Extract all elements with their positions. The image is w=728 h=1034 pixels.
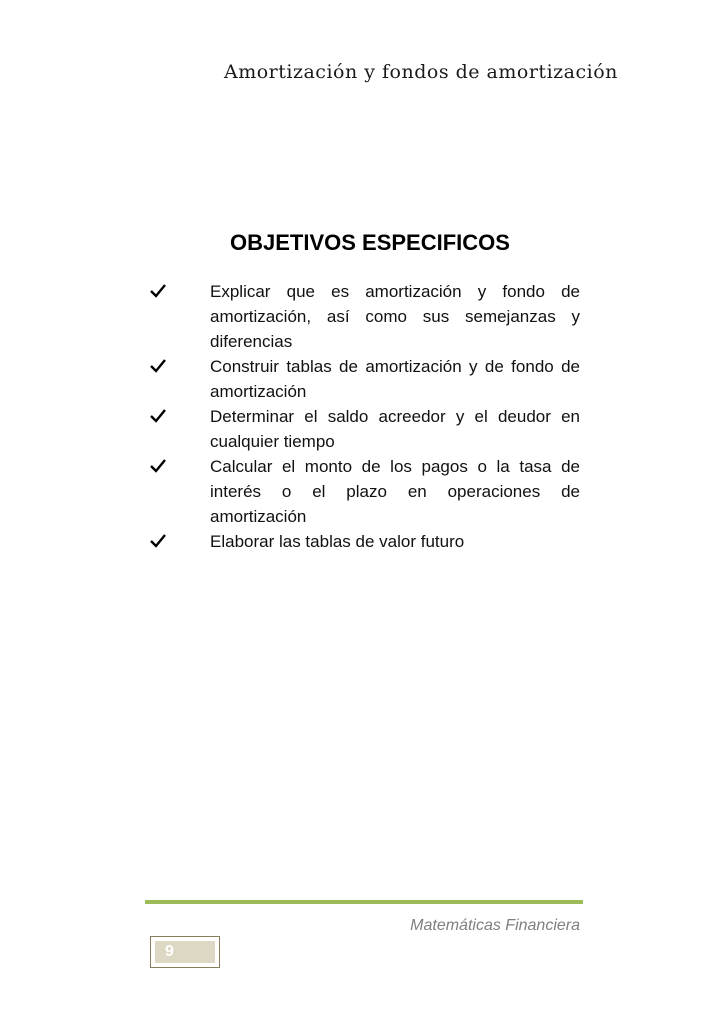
objective-text: Calcular el monto de los pagos o la tasa de interés o el plazo en operaciones de amortización <box>210 457 580 526</box>
list-item <box>150 279 580 354</box>
footer-book-title: Matemáticas Financiera <box>410 917 580 934</box>
list-item <box>150 404 580 454</box>
objective-text: Determinar el saldo acreedor y el deudor en cualquier tiempo <box>210 407 580 451</box>
list-item <box>150 354 580 404</box>
check-icon <box>150 354 170 379</box>
list-item <box>150 529 580 554</box>
objective-text: Construir tablas de amortización y de fondo de amortización <box>210 357 580 401</box>
objectives-list <box>150 279 580 554</box>
check-icon <box>150 279 170 304</box>
footer-rule <box>145 900 583 904</box>
page-header-title: Amortización y fondos de amortización <box>224 61 618 83</box>
page-number-background <box>155 941 215 963</box>
objective-text: Elaborar las tablas de valor futuro <box>210 532 465 551</box>
objective-text: Explicar que es amortización y fondo de amortización, así como sus semejanzas y diferencias <box>210 282 580 351</box>
list-item <box>150 454 580 529</box>
page-number-box <box>150 936 220 968</box>
check-icon <box>150 404 170 429</box>
page-number: 9 <box>165 943 174 960</box>
check-icon <box>150 454 170 479</box>
section-heading: OBJETIVOS ESPECIFICOS <box>230 230 510 255</box>
check-icon <box>150 529 170 554</box>
